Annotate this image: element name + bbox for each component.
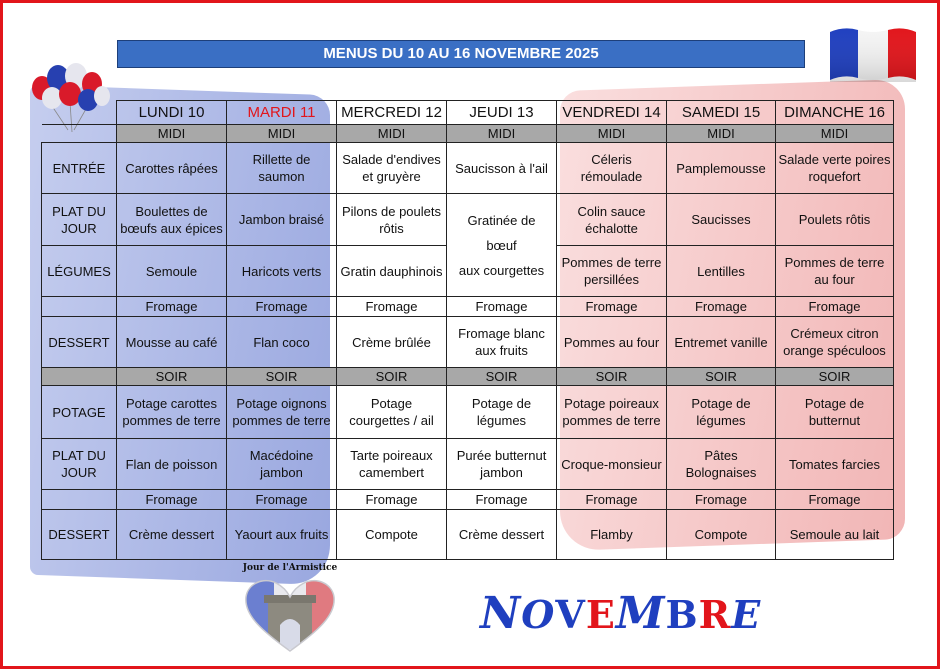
month-letter: B xyxy=(665,592,699,637)
page-title: MENUS DU 10 AU 16 NOVEMBRE 2025 xyxy=(117,40,805,68)
soir-label: SOIR xyxy=(776,368,894,386)
menu-cell: Fromage xyxy=(447,490,557,510)
row-label-potage: POTAGE xyxy=(42,386,117,439)
menu-cell: Flamby xyxy=(557,510,667,560)
menu-cell: Fromage xyxy=(557,297,667,317)
menu-cell: Colin sauce échalotte xyxy=(557,194,667,246)
menu-cell: Fromage xyxy=(117,297,227,317)
menu-cell: Crémeux citron orange spéculoos xyxy=(776,317,894,368)
menu-cell: Crème dessert xyxy=(447,510,557,560)
row-label-empty xyxy=(42,490,117,510)
midi-label: MIDI xyxy=(337,125,447,143)
menu-cell: Pommes de terre au four xyxy=(776,246,894,297)
midi-label: MIDI xyxy=(667,125,776,143)
day-header: DIMANCHE 16 xyxy=(776,101,894,125)
arc-de-triomphe-heart-icon xyxy=(242,575,338,653)
fromage-soir-row xyxy=(42,490,894,510)
menu-cell: Céleris rémoulade xyxy=(557,143,667,194)
day-header: JEUDI 13 xyxy=(447,101,557,125)
menu-cell: Carottes râpées xyxy=(117,143,227,194)
menu-cell: Fromage xyxy=(667,490,776,510)
armistice-badge xyxy=(230,563,350,653)
menu-cell: Macédoine jambon xyxy=(227,439,337,490)
month-letter: V xyxy=(555,592,586,637)
menu-cell: Fromage xyxy=(667,297,776,317)
month-letter: R xyxy=(698,592,732,637)
menu-cell: Pilons de poulets rôtis xyxy=(337,194,447,246)
day-header: LUNDI 10 xyxy=(117,101,227,125)
day-header: SAMEDI 15 xyxy=(667,101,776,125)
menu-cell: Tarte poireaux camembert xyxy=(337,439,447,490)
soir-label: SOIR xyxy=(667,368,776,386)
menu-cell: Saucisson à l'ail xyxy=(447,143,557,194)
fromage-row xyxy=(42,297,894,317)
menu-cell: Potage courgettes / ail xyxy=(337,386,447,439)
menu-cell: Gratin dauphinois xyxy=(337,246,447,297)
soir-label: SOIR xyxy=(337,368,447,386)
menu-cell: Tomates farcies xyxy=(776,439,894,490)
row-label-dessert: DESSERT xyxy=(42,317,117,368)
menu-cell: Yaourt aux fruits xyxy=(227,510,337,560)
menu-cell: Pamplemousse xyxy=(667,143,776,194)
menu-cell: Semoule xyxy=(117,246,227,297)
menu-cell: Fromage xyxy=(117,490,227,510)
row-label-entree: ENTRÉE xyxy=(42,143,117,194)
menu-cell: Compote xyxy=(337,510,447,560)
menu-cell: Fromage xyxy=(227,490,337,510)
day-header: VENDREDI 14 xyxy=(557,101,667,125)
month-word-letters xyxy=(480,588,761,639)
menu-cell: Purée butternut jambon xyxy=(447,439,557,490)
entree-row xyxy=(42,143,894,194)
menu-table xyxy=(41,100,894,560)
menu-cell: Flan de poisson xyxy=(117,439,227,490)
menu-cell: Fromage xyxy=(447,297,557,317)
midi-row xyxy=(42,125,894,143)
menu-cell: Semoule au lait xyxy=(776,510,894,560)
menu-cell: Fromage xyxy=(337,490,447,510)
menu-cell: Jambon braisé xyxy=(227,194,337,246)
midi-corner xyxy=(42,125,117,143)
menu-cell: Fromage blanc aux fruits xyxy=(447,317,557,368)
menu-cell: Potage carottes pommes de terre xyxy=(117,386,227,439)
midi-label: MIDI xyxy=(227,125,337,143)
menu-cell: Entremet vanille xyxy=(667,317,776,368)
soir-row xyxy=(42,368,894,386)
month-word xyxy=(480,588,770,639)
menu-cell: Pâtes Bolognaises xyxy=(667,439,776,490)
menu-cell: Haricots verts xyxy=(227,246,337,297)
menu-cell: Potage de légumes xyxy=(447,386,557,439)
soir-corner xyxy=(42,368,117,386)
midi-label: MIDI xyxy=(447,125,557,143)
jeudi-plat-line: bœuf xyxy=(486,237,517,253)
row-label-plat-soir: PLAT DU JOUR xyxy=(42,439,117,490)
day-header: MERCREDI 12 xyxy=(337,101,447,125)
menu-cell: Fromage xyxy=(227,297,337,317)
row-label-legumes: LÉGUMES xyxy=(42,246,117,297)
menu-cell: Lentilles xyxy=(667,246,776,297)
menu-cell: Poulets rôtis xyxy=(776,194,894,246)
midi-label: MIDI xyxy=(776,125,894,143)
jeudi-plat-line: Gratinée de xyxy=(467,212,536,228)
soir-label: SOIR xyxy=(447,368,557,386)
jeudi-plat-line: aux courgettes xyxy=(458,262,545,278)
menu-cell: Crème brûlée xyxy=(337,317,447,368)
armistice-caption: Jour de l'Armistice xyxy=(242,563,338,573)
menu-cell: Boulettes de bœufs aux épices xyxy=(117,194,227,246)
days-header-row xyxy=(42,101,894,125)
soir-label: SOIR xyxy=(117,368,227,386)
menu-cell: Compote xyxy=(667,510,776,560)
menu-cell: Fromage xyxy=(776,490,894,510)
menu-cell: Mousse au café xyxy=(117,317,227,368)
menu-cell: Crème dessert xyxy=(117,510,227,560)
month-letter: M xyxy=(615,588,666,639)
month-letter: E xyxy=(731,592,762,637)
day-header: MARDI 11 xyxy=(227,101,337,125)
menu-cell: Saucisses xyxy=(667,194,776,246)
menu-cell: Fromage xyxy=(337,297,447,317)
menu-cell: Potage de butternut xyxy=(776,386,894,439)
menu-cell: Croque-monsieur xyxy=(557,439,667,490)
soir-label: SOIR xyxy=(227,368,337,386)
row-label-dessert-soir: DESSERT xyxy=(42,510,117,560)
soir-label: SOIR xyxy=(557,368,667,386)
menu-cell: Potage de légumes xyxy=(667,386,776,439)
dessert-row xyxy=(42,317,894,368)
menu-cell: Fromage xyxy=(776,297,894,317)
menu-cell: Salade verte poires roquefort xyxy=(776,143,894,194)
row-label-empty xyxy=(42,297,117,317)
month-letter: N xyxy=(480,588,522,639)
menu-cell: Flan coco xyxy=(227,317,337,368)
month-letter: O xyxy=(521,592,556,637)
menu-cell: Fromage xyxy=(557,490,667,510)
menu-cell-jeudi-plat xyxy=(447,194,557,297)
month-letter: E xyxy=(585,592,616,637)
french-flag-icon xyxy=(826,24,920,84)
menu-cell: Salade d'endives et gruyère xyxy=(337,143,447,194)
midi-label: MIDI xyxy=(557,125,667,143)
menu-cell: Potage oignons pommes de terre xyxy=(227,386,337,439)
dessert-soir-row xyxy=(42,510,894,560)
menu-cell: Pommes au four xyxy=(557,317,667,368)
potage-row xyxy=(42,386,894,439)
midi-label: MIDI xyxy=(117,125,227,143)
plat-soir-row xyxy=(42,439,894,490)
menu-cell: Rillette de saumon xyxy=(227,143,337,194)
plat-row xyxy=(42,194,894,246)
menu-cell: Potage poireaux pommes de terre xyxy=(557,386,667,439)
row-label-plat: PLAT DU JOUR xyxy=(42,194,117,246)
menu-cell: Pommes de terre persillées xyxy=(557,246,667,297)
corner-cell xyxy=(42,101,117,125)
